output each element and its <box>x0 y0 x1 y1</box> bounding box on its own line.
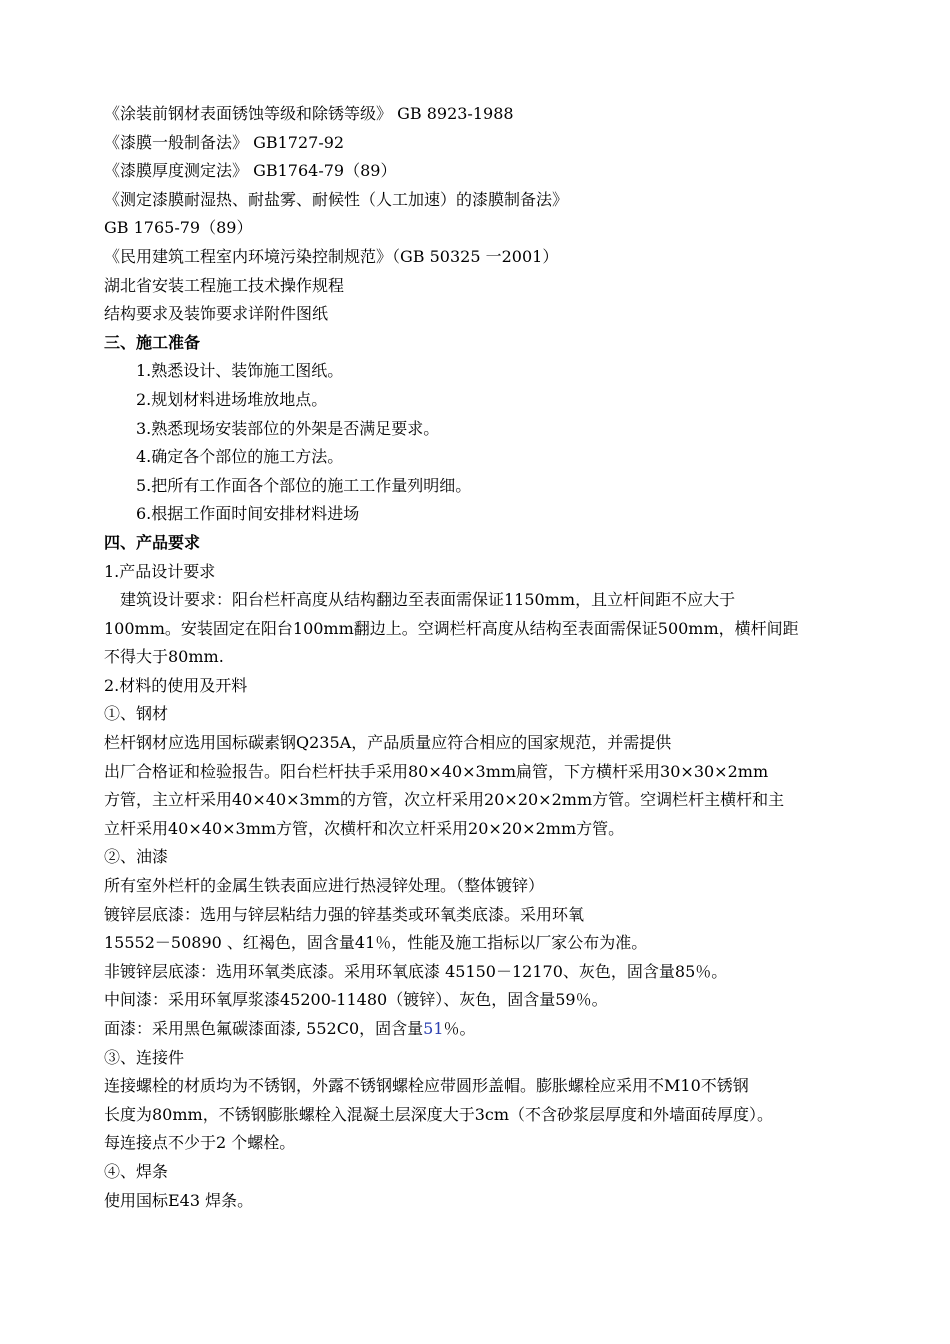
paragraph-line: 不得大于80mm. <box>104 647 224 667</box>
paragraph-line-topcoat <box>104 1015 864 1044</box>
paragraph-line: 镀锌层底漆：选用与锌层粘结力强的锌基类或环氧类底漆。采用环氧 <box>104 904 585 924</box>
paragraph-line: 长度为80mm，不锈钢膨胀螺栓入混凝土层深度大于3cm（不含砂浆层厚度和外墙面砖厚度）。 <box>104 1104 774 1124</box>
item-title-electrode: ④、焊条 <box>104 1161 169 1181</box>
list-item: 4.确定各个部位的施工方法。 <box>136 447 344 467</box>
paragraph-line: 出厂合格证和检验报告。阳台栏杆扶手采用80×40×3mm扁管，下方横杆采用30×30×2mm <box>104 761 769 781</box>
paragraph-line: 使用国标E43 焊条。 <box>104 1190 254 1210</box>
item-title-steel: ①、钢材 <box>104 704 169 724</box>
section-heading-product-requirements: 四、产品要求 <box>104 532 201 552</box>
standard-line: 结构要求及装饰要求详附件图纸 <box>104 304 329 324</box>
standard-line: 《漆膜厚度测定法》 GB1764-79（89） <box>104 161 397 181</box>
topcoat-suffix: ％。 <box>443 1019 476 1038</box>
subsection-title: 1.产品设计要求 <box>104 561 216 581</box>
section-heading-preparation: 三、施工准备 <box>104 332 201 352</box>
standard-line: 《民用建筑工程室内环境污染控制规范》（GB 50325 一2001） <box>104 246 559 266</box>
standard-line: GB 1765-79（89） <box>104 218 253 238</box>
item-title-paint: ②、油漆 <box>104 847 169 867</box>
paragraph-line: 100mm。安装固定在阳台100mm翻边上。空调栏杆高度从结构至表面需保证500mm，横杆间距 <box>104 618 799 638</box>
list-item: 5.把所有工作面各个部位的施工工作量列明细。 <box>136 475 472 495</box>
subsection-title: 2.材料的使用及开料 <box>104 675 248 695</box>
paragraph-line: 非镀锌层底漆：选用环氧类底漆。采用环氧底漆 45150－12170、灰色，固含量85％。 <box>104 961 728 981</box>
paragraph-line: 每连接点不少于2 个螺栓。 <box>104 1133 296 1153</box>
paragraph-line: 栏杆钢材应选用国标碳素钢Q235A，产品质量应符合相应的国家规范，并需提供 <box>104 733 672 753</box>
item-title-connector: ③、连接件 <box>104 1047 185 1067</box>
paragraph-line: 中间漆：采用环氧厚浆漆45200-11480（镀锌）、灰色，固含量59％。 <box>104 990 608 1010</box>
standard-line: 湖北省安装工程施工技术操作规程 <box>104 275 345 295</box>
topcoat-prefix: 面漆：采用黑色氟碳漆面漆, 552C0，固含量 <box>104 1019 424 1038</box>
paragraph-line: 15552－50890 、红褐色，固含量41％，性能及施工指标以厂家公布为准。 <box>104 933 648 953</box>
list-item: 2.规划材料进场堆放地点。 <box>136 389 328 409</box>
paragraph-line: 立杆采用40×40×3mm方管，次横杆和次立杆采用20×20×2mm方管。 <box>104 818 625 838</box>
standard-line: 《测定漆膜耐湿热、耐盐雾、耐候性（人工加速）的漆膜制备法》 <box>104 189 569 209</box>
topcoat-solid-content-value: 51 <box>423 1019 444 1038</box>
paragraph-line: 方管，主立杆采用40×40×3mm的方管，次立杆采用20×20×2mm方管。空调栏杆主横杆和主 <box>104 790 785 810</box>
paragraph-line: 所有室外栏杆的金属生铁表面应进行热浸锌处理。（整体镀锌） <box>104 876 545 896</box>
list-item: 3.熟悉现场安装部位的外架是否满足要求。 <box>136 418 440 438</box>
list-item: 6.根据工作面时间安排材料进场 <box>136 504 360 524</box>
standard-line: 《涂装前钢材表面锈蚀等级和除锈等级》 GB 8923-1988 <box>104 104 514 123</box>
standard-line: 《漆膜一般制备法》 GB1727-92 <box>104 132 345 152</box>
document-page <box>104 100 864 1215</box>
paragraph-line: 连接螺栓的材质均为不锈钢，外露不锈钢螺栓应带圆形盖帽。膨胀螺栓应采用不M10不锈钢 <box>104 1076 749 1096</box>
list-item: 1.熟悉设计、装饰施工图纸。 <box>136 361 344 381</box>
paragraph-line: 建筑设计要求：阳台栏杆高度从结构翻边至表面需保证1150mm，且立杆间距不应大于 <box>120 590 736 610</box>
